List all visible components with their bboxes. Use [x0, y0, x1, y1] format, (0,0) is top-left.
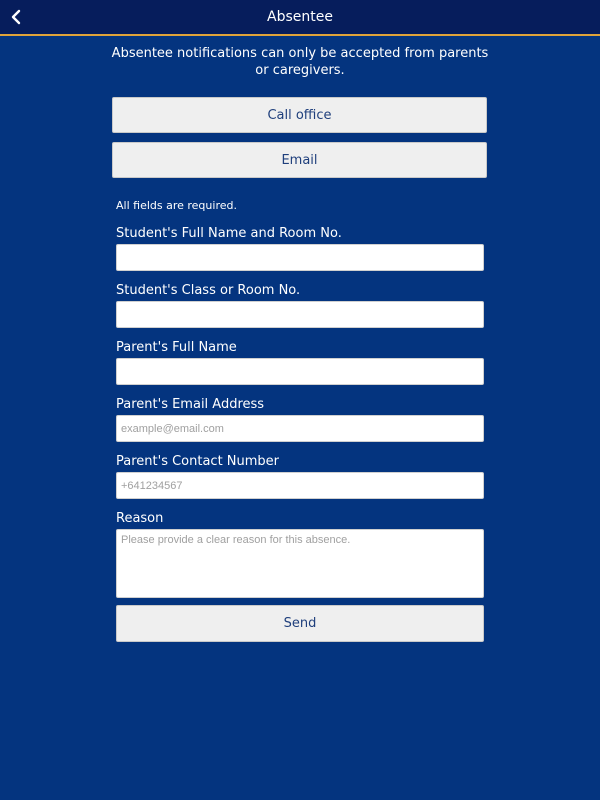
parent-name-input[interactable] — [116, 358, 484, 385]
send-button[interactable]: Send — [116, 605, 484, 642]
call-office-button[interactable]: Call office — [112, 97, 487, 133]
parent-name-label: Parent's Full Name — [116, 340, 237, 355]
navigation-bar — [0, 0, 600, 36]
absentee-notice: Absentee notifications can only be accepted from parents or caregivers. — [111, 46, 489, 78]
student-class-input[interactable] — [116, 301, 484, 328]
student-name-label: Student's Full Name and Room No. — [116, 226, 342, 241]
reason-label: Reason — [116, 511, 164, 526]
student-name-input[interactable] — [116, 244, 484, 271]
parent-email-label: Parent's Email Address — [116, 397, 265, 412]
email-button[interactable]: Email — [112, 142, 487, 178]
reason-textarea[interactable] — [116, 529, 484, 598]
required-fields-note: All fields are required. — [116, 199, 237, 212]
parent-email-input[interactable] — [116, 415, 484, 442]
student-class-label: Student's Class or Room No. — [116, 283, 301, 298]
parent-phone-input[interactable] — [116, 472, 484, 499]
parent-phone-label: Parent's Contact Number — [116, 454, 280, 469]
page-title: Absentee — [267, 9, 333, 25]
